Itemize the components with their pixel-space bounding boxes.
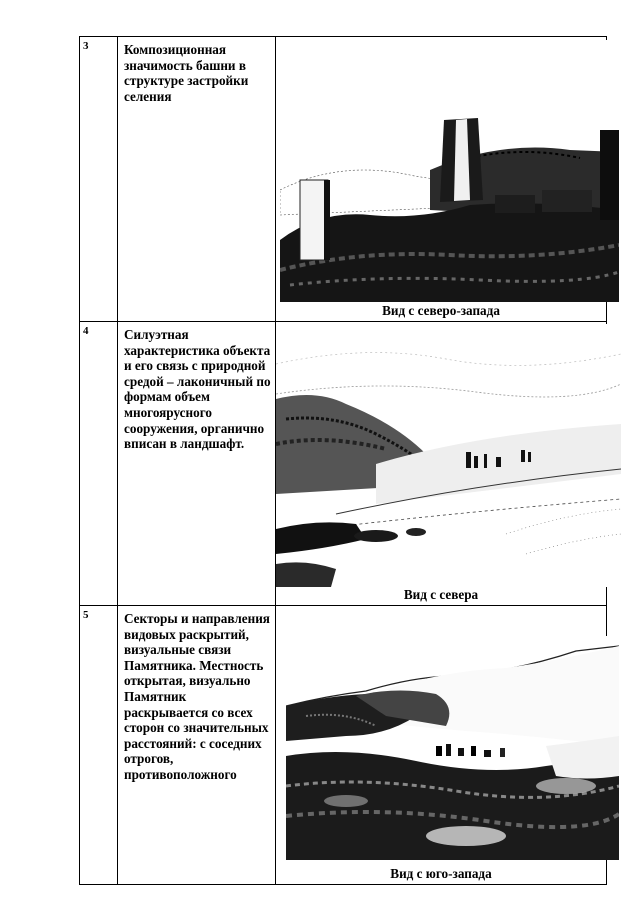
- row-description: Секторы и направления видовых раскрытий, визуальные связи Памятника. Местность открытая, визуально Памятник раскрывается со всех сторон со значительных расстояний: с соседних отрогов, противоположного: [118, 606, 276, 885]
- photo-cell: [276, 37, 607, 322]
- photo-caption: Вид с севера: [403, 587, 479, 602]
- row-number: 3: [80, 37, 118, 322]
- table-row: [80, 606, 607, 885]
- row-number: 4: [80, 322, 118, 606]
- photo-caption: Вид с юго-запада: [390, 866, 492, 881]
- row-number: 5: [80, 606, 118, 885]
- photo-tower-village: [280, 40, 619, 302]
- row-description: Композиционная значимость башни в структуре застройки селения: [118, 37, 276, 322]
- photo-caption: Вид с северо-запада: [382, 303, 500, 318]
- table-row: [80, 37, 607, 322]
- tower-village-image: [280, 40, 619, 302]
- row-description: Силуэтная характеристика объекта и его связь с природной средой – лаконичный по формам объем многоярусного сооружения, органично вписан в ландшафт.: [118, 322, 276, 606]
- monument-table: [79, 36, 607, 885]
- landscape-image: [276, 324, 621, 587]
- photo-cell: [276, 322, 607, 606]
- photo-landscape: [276, 324, 621, 587]
- table-row: [80, 322, 607, 606]
- photo-valley: [286, 636, 619, 860]
- valley-image: [286, 636, 619, 860]
- photo-cell: [276, 606, 607, 885]
